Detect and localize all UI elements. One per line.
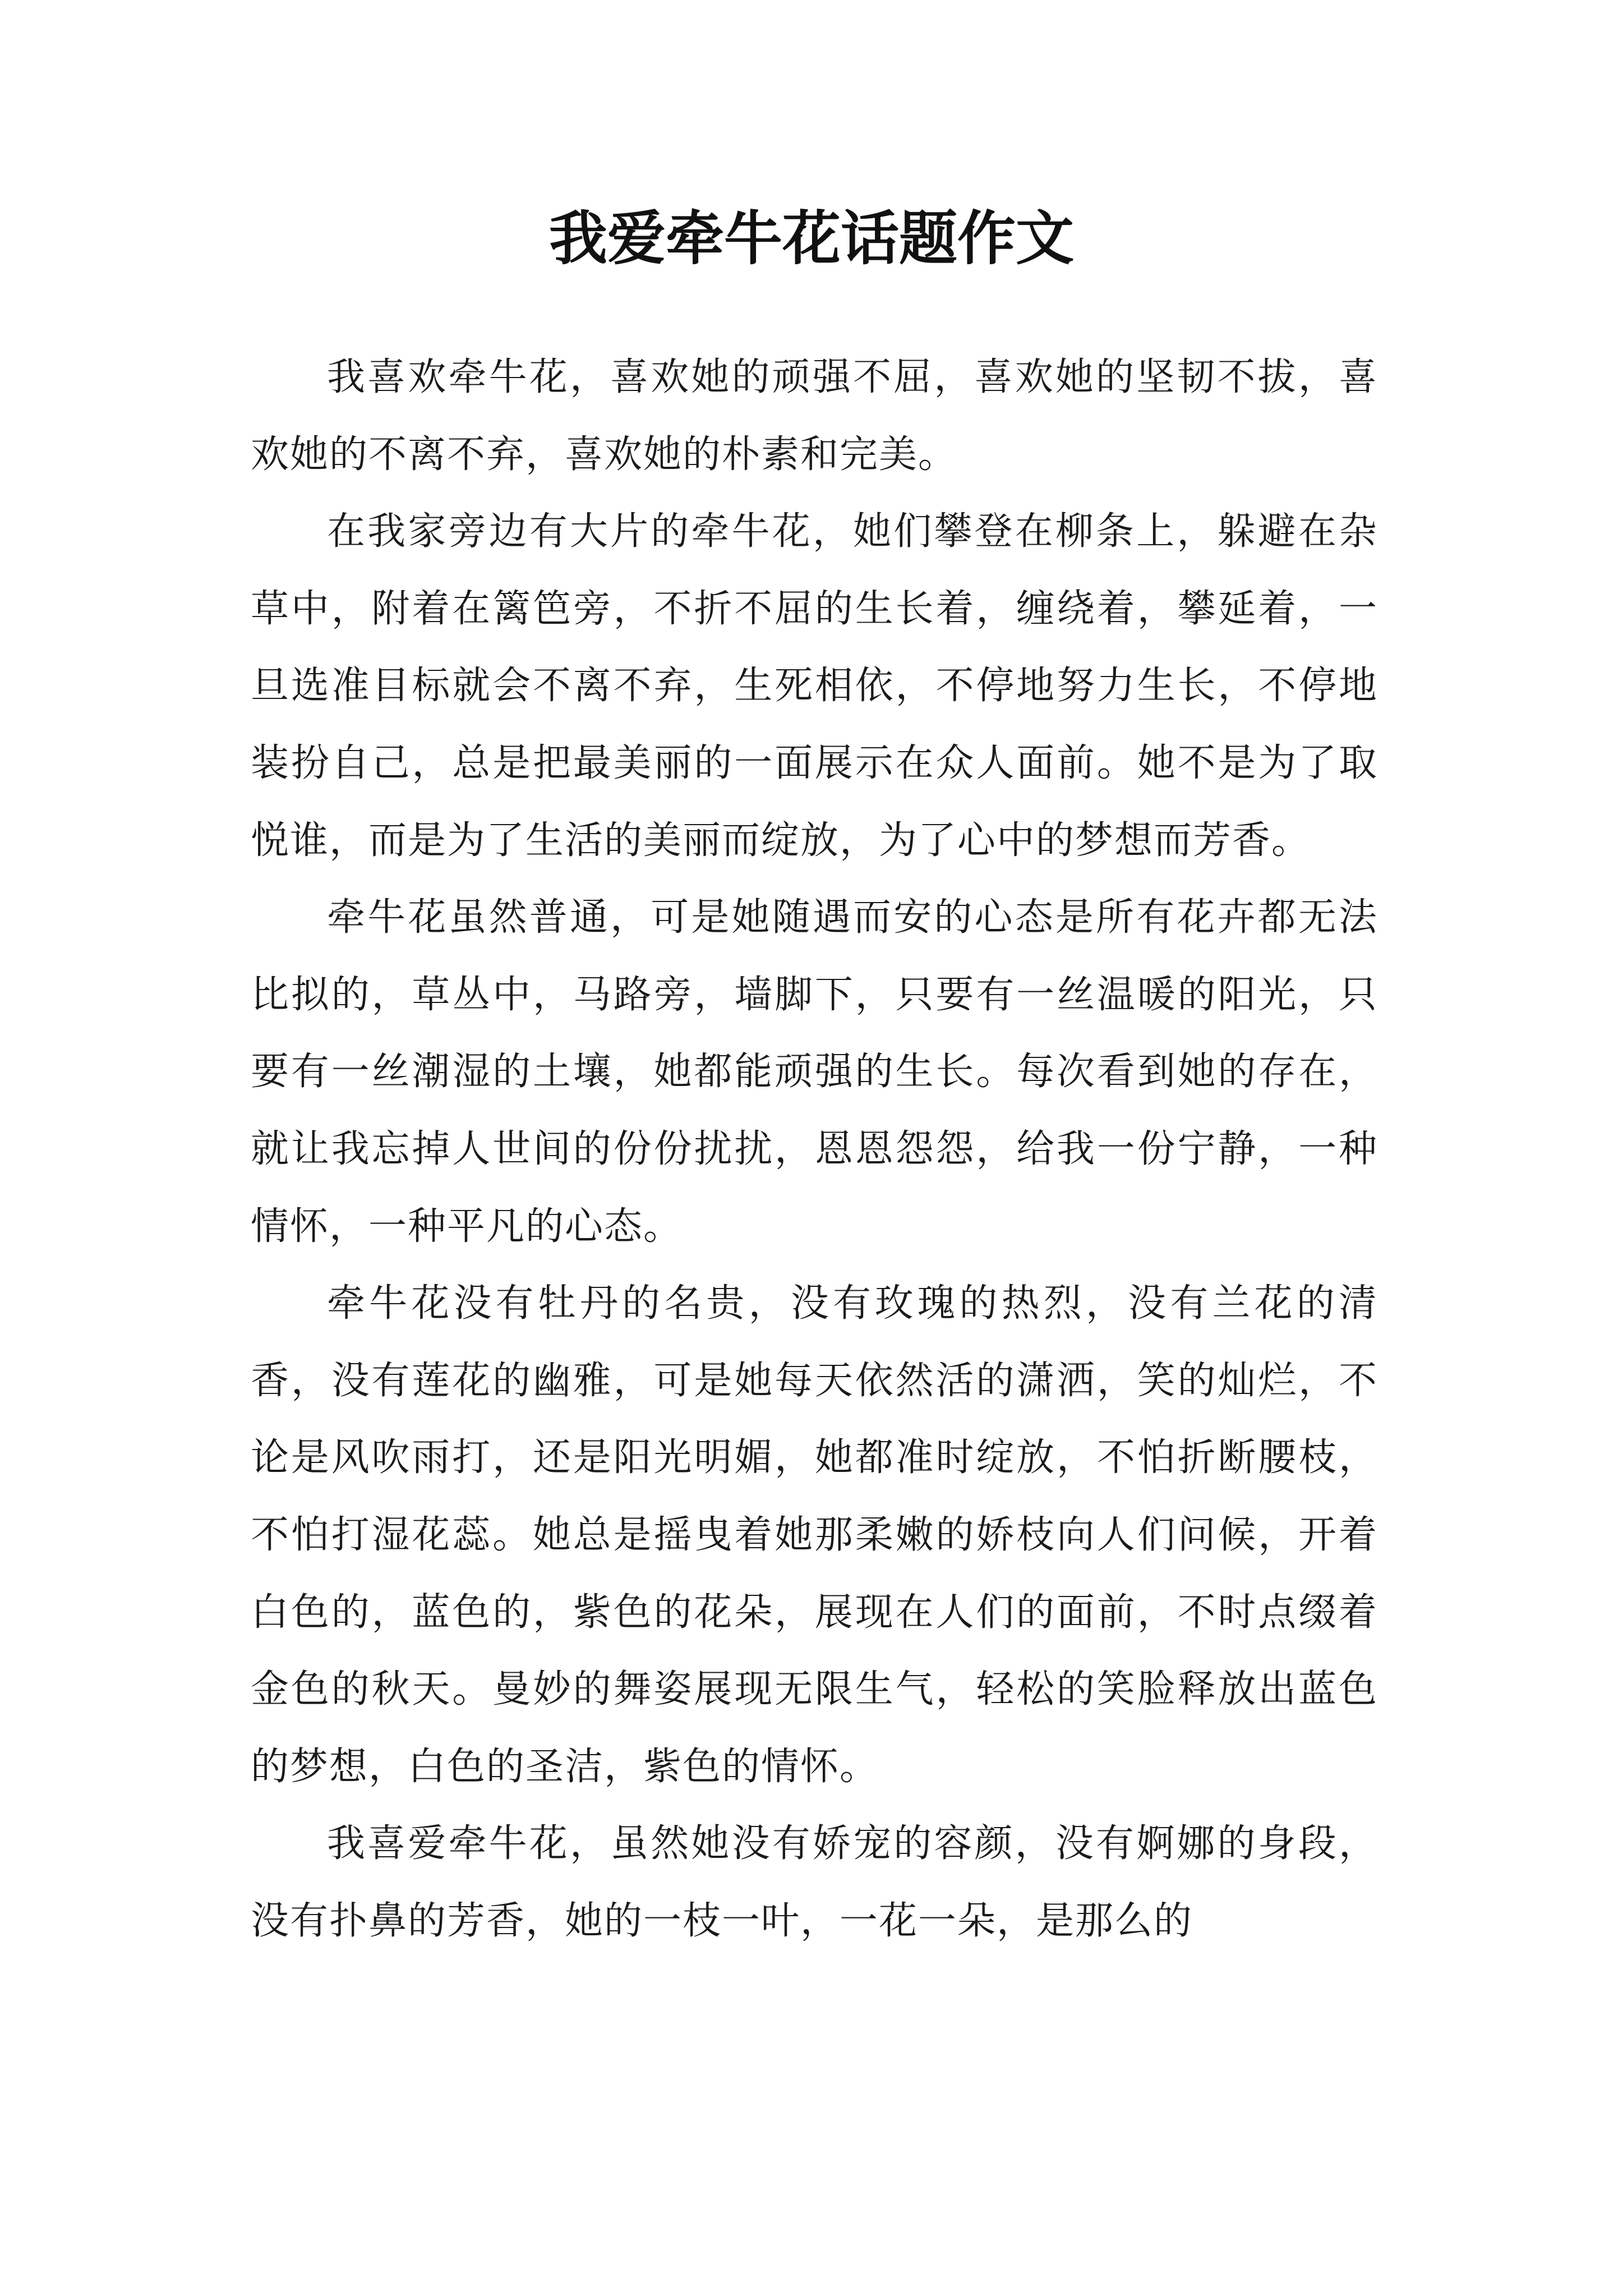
paragraph: 牵牛花虽然普通，可是她随遇而安的心态是所有花卉都无法比拟的，草丛中，马路旁，墙脚下，只要有一丝温暖的阳光，只要有一丝潮湿的土壤，她都能顽强的生长。每次看到她的存在，就让我忘掉人世间的份份扰扰，恩恩怨怨，给我一份宁静，一种情怀，一种平凡的心态。	[251, 895, 1378, 1249]
paragraph: 在我家旁边有大片的牵牛花，她们攀登在柳条上，躲避在杂草中，附着在篱笆旁，不折不屈的生长着，缠绕着，攀延着，一旦选准目标就会不离不弃，生死相依，不停地努力生长，不停地装扮自己，总是把最美丽的一面展示在众人面前。她不是为了取悦谁，而是为了生活的美丽而绽放，为了心中的梦想而芳香。	[251, 509, 1378, 863]
paragraph: 牵牛花没有牡丹的名贵，没有玫瑰的热烈，没有兰花的清香，没有莲花的幽雅，可是她每天依然活的潇洒，笑的灿烂，不论是风吹雨打，还是阳光明媚，她都准时绽放，不怕折断腰枝，不怕打湿花蕊。她总是摇曳着她那柔嫩的娇枝向人们问候，开着白色的，蓝色的，紫色的花朵，展现在人们的面前，不时点缀着金色的秋天。曼妙的舞姿展现无限生气，轻松的笑脸释放出蓝色的梦想，白色的圣洁，紫色的情怀。	[251, 1281, 1378, 1789]
paragraph: 我喜爱牵牛花，虽然她没有娇宠的容颜，没有婀娜的身段，没有扑鼻的芳香，她的一枝一叶，一花一朵，是那么的	[251, 1821, 1378, 1943]
document-body	[251, 339, 1378, 1959]
document-title: 我爱牵牛花话题作文	[548, 204, 1074, 273]
paragraph: 我喜欢牵牛花，喜欢她的顽强不屈，喜欢她的坚韧不拔，喜欢她的不离不弃，喜欢她的朴素和完美。	[251, 355, 1378, 477]
